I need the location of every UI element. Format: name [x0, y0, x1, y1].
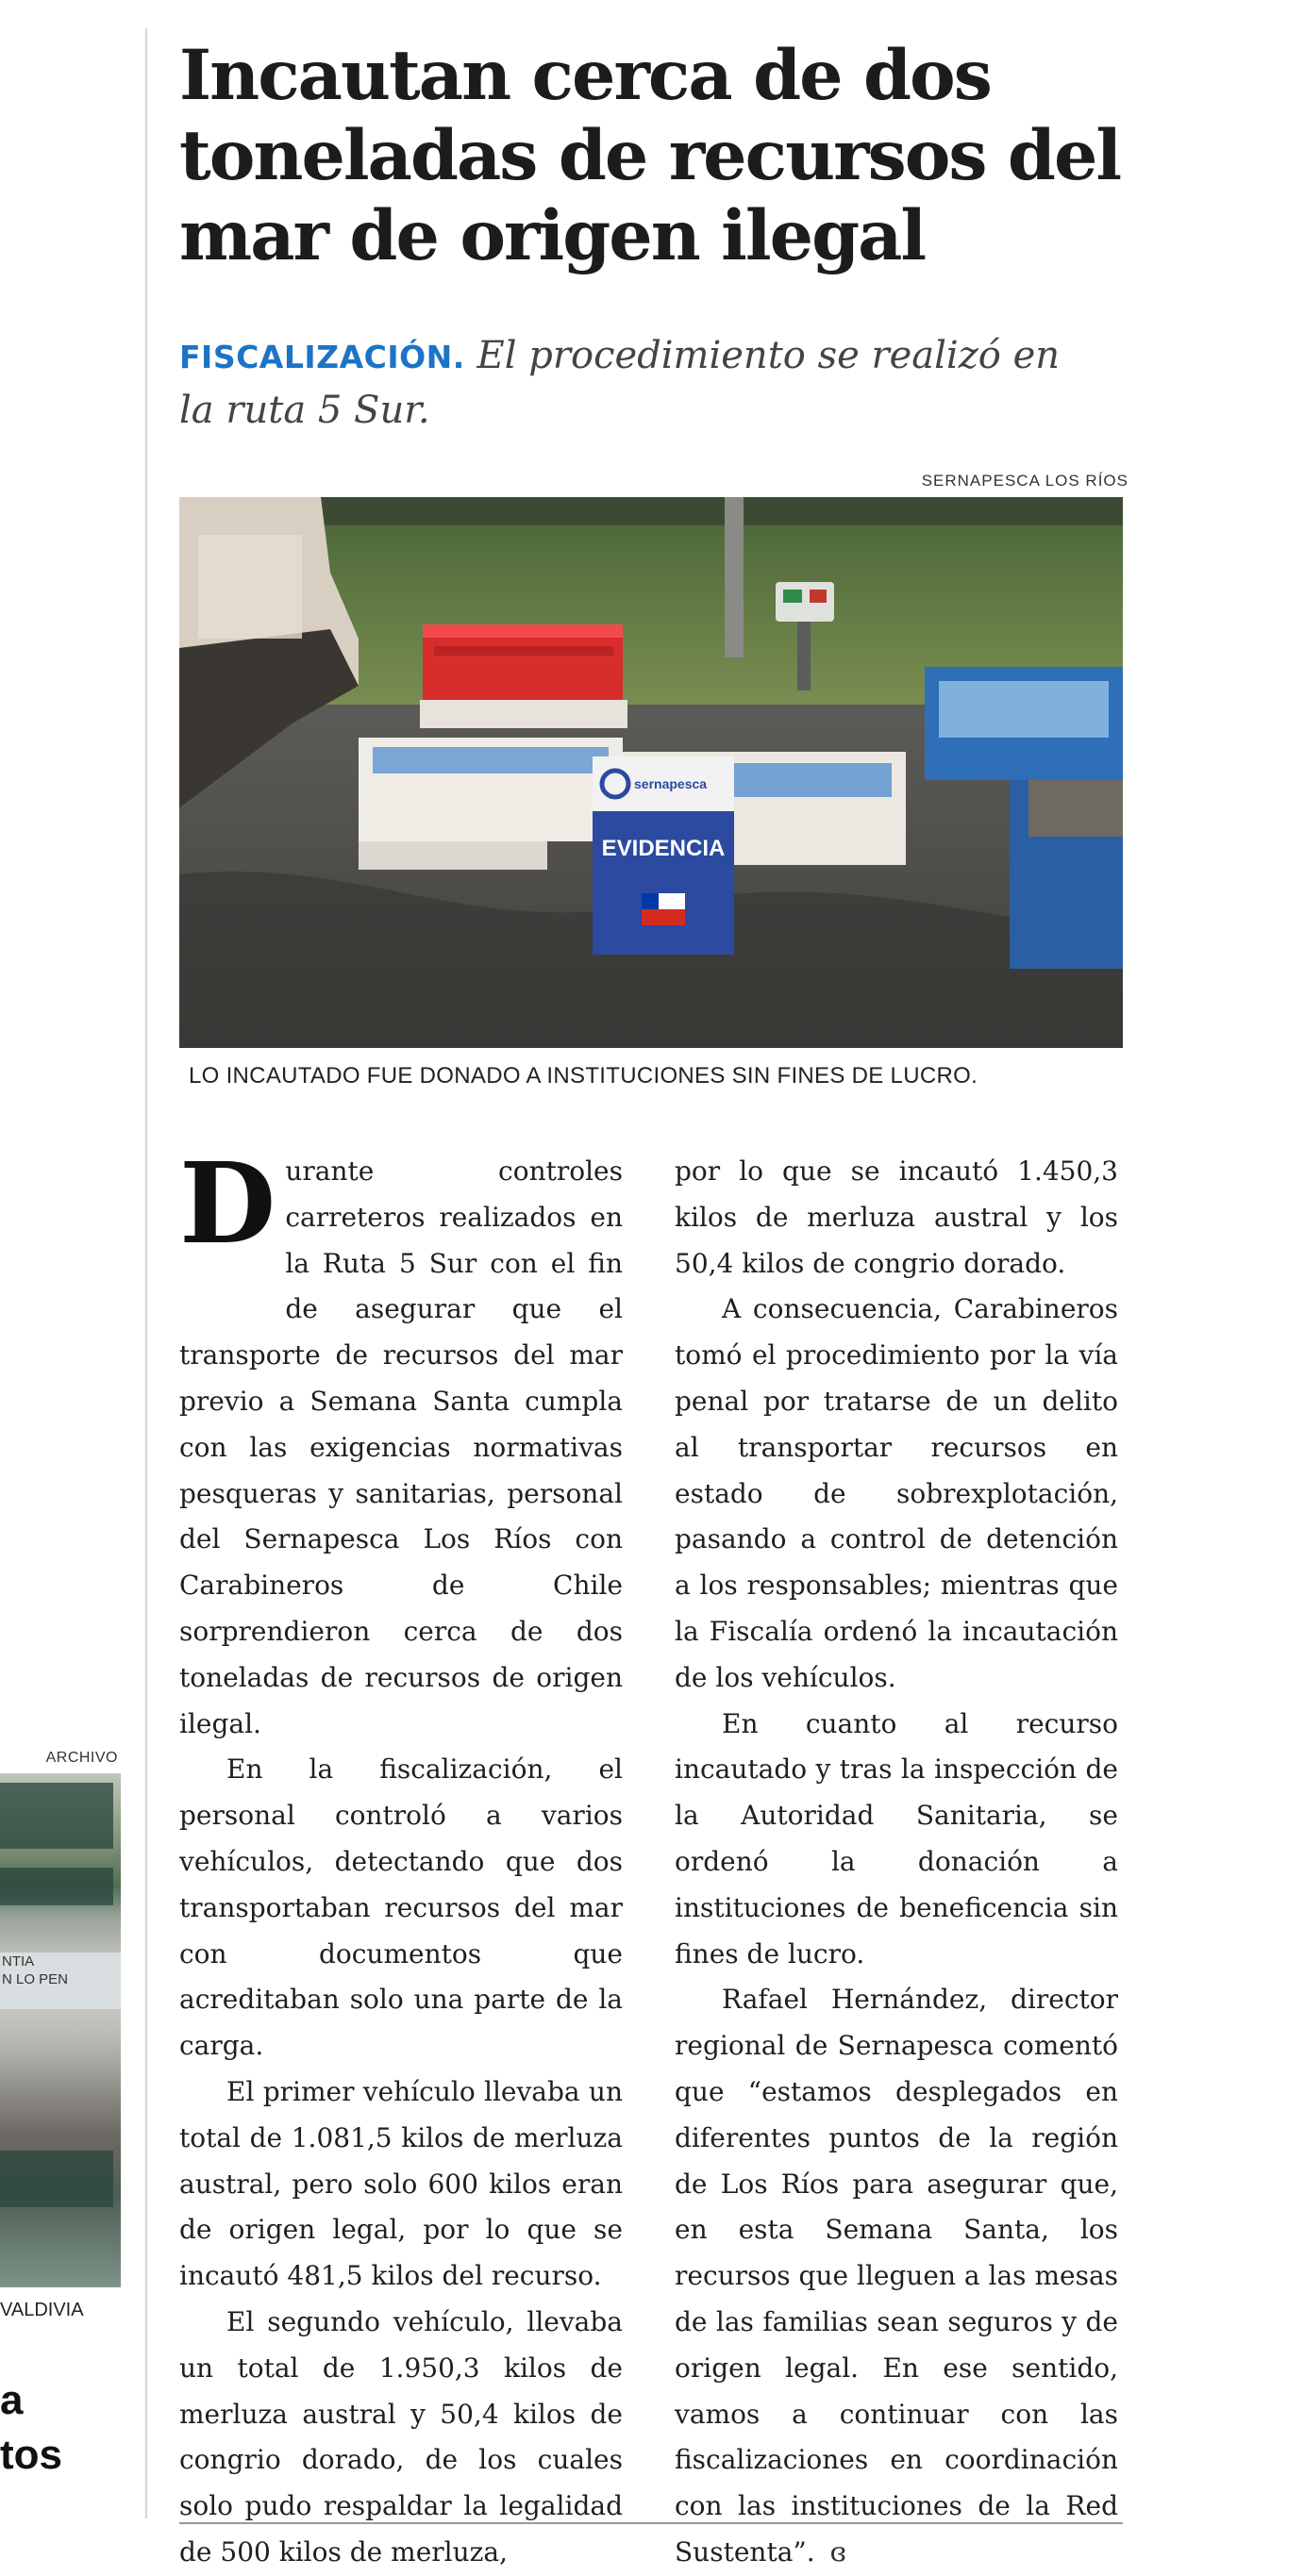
side-photo-credit: ARCHIVO	[45, 1750, 118, 1766]
bottom-rule	[179, 2522, 1123, 2524]
photo-sign-brand: sernapesca	[634, 776, 708, 791]
drop-cap: D	[179, 1138, 276, 1269]
photo-caption: LO INCAUTADO FUE DONADO A INSTITUCIONES SIN FINES DE LUCRO.	[189, 1063, 978, 1089]
adjacent-article-strip	[0, 0, 146, 2534]
side-headline-fragment: tos	[0, 2432, 62, 2478]
body-paragraph: El primer vehículo llevaba un total de 1.081,5 kilos de merluza austral, pero solo 600 kilos eran de origen legal, por lo que se incautó 481,5 kilos del recurso.	[179, 2075, 623, 2292]
body-paragraph: por lo que se incautó 1.450,3 kilos de merluza austral y los 50,4 kilos de congrio dorado.	[675, 1155, 1118, 1279]
deck-text: El procedimiento se realizó en la ruta 5 Sur.	[179, 334, 1061, 432]
side-photo-sign: NTIA N LO PEN	[0, 1953, 121, 2009]
photo-credit: SERNAPESCA LOS RÍOS	[921, 472, 1128, 490]
article-headline: Incautan cerca de dos toneladas de recursos del mar de origen ilegal	[179, 35, 1121, 276]
seized-fish-photo	[179, 497, 1123, 1048]
body-column-right	[675, 1149, 1118, 2576]
section-kicker: FISCALIZACIÓN.	[179, 339, 465, 375]
photo-sign-text: EVIDENCIA	[601, 836, 726, 861]
body-paragraph: En cuanto al recurso incautado y tras la inspección de la Autoridad Sanitaria, se ordenó la donación a instituciones de beneficencia sin fines de lucro.	[675, 1707, 1118, 1969]
body-paragraph: Rafael Hernández, director regional de Sernapesca comentó que “estamos desplegados en diferentes puntos de la región de Los Ríos para asegurar que, en esta Semana Santa, los recursos que lleguen a las mesas de las familias sean seguros y de origen legal. En ese sentido, vamos a continuar con las fiscalizaciones en coordinación con las instituciones de la Red Sustenta”. ɞ	[675, 1984, 1118, 2568]
body-paragraph: A consecuencia, Carabineros tomó el procedimiento por la vía penal por tratarse de un delito al transportar recursos en estado de sobrexplotación, pasando a control de detención a los responsables; mientras que la Fiscalía ordenó la incautación de los vehículos.	[675, 1293, 1118, 1693]
body-paragraph: En la fiscalización, el personal controló a varios vehículos, detectando que dos transportaban recursos del mar con documentos que acreditaban solo una parte de la carga.	[179, 1753, 623, 2062]
side-headline-fragment: a	[0, 2377, 24, 2423]
body-paragraph: Durante controles carreteros realizados en la Ruta 5 Sur con el fin de asegurar que el transporte de recursos del mar previo a Semana Santa cumpla con las exigencias normativas pesqueras y sanitarias, personal del Sernapesca Los Ríos con Carabineros de Chile sorprendieron cerca de dos toneladas de recursos de origen ilegal.	[179, 1138, 623, 1739]
body-paragraph: El segundo vehículo, llevaba un total de 1.950,3 kilos de merluza austral y 50,4 kilos de congrio dorado, de los cuales solo pudo respaldar la legalidad de 500 kilos de merluza,	[179, 2305, 623, 2568]
article-photo	[179, 497, 1123, 1048]
article-deck	[179, 328, 1104, 438]
side-location-label: VALDIVIA	[0, 2300, 84, 2320]
body-column-left	[179, 1138, 623, 2576]
side-photo	[0, 1773, 121, 2287]
end-of-article-icon: ɞ	[829, 2535, 846, 2568]
column-divider	[145, 28, 147, 2518]
